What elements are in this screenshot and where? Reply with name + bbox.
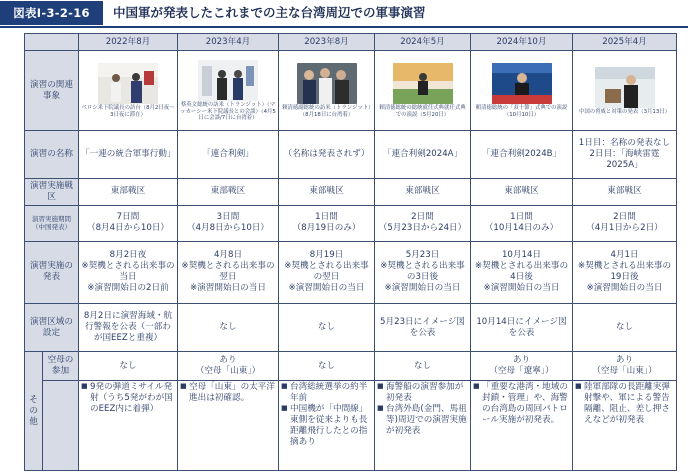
announce-cell [471,241,573,303]
other-item: ■ 9発の弾道ミサイル発射（うち5発がわが国のEEZ内に着弾） [90,382,175,415]
other-item: ■ 中国機が「中間線」東側を従来よりも長距離飛行したとの指摘あり [290,404,372,448]
area-cell: なし [573,303,677,352]
event-caption: 蔡英文総統の訪米（トランジット）（マッカーシー米下院議長との会談）（4月5日に会談/7日に台湾着） [180,101,276,122]
carrier-sub: （空母「遼寧」） [489,366,554,377]
period-range: （4月1日から2日） [586,223,663,234]
announce-note: ※契機とされる出来事の19日後 [577,261,672,283]
period-cell [471,205,573,241]
event-photo [595,67,655,108]
name-cell: 「一連の統合軍事行動」 [79,130,178,178]
announce-date: 10月14日 [501,250,542,261]
period-days: 1日間 [510,212,533,223]
event-photo [492,63,552,104]
event-cell [279,51,375,130]
announce-note: ※演習開始日の当日 [288,283,365,294]
area-cell: なし [279,303,375,352]
other-item: ■ 海警船の演習参加が初発表 [386,382,468,404]
carrier-cell [573,352,677,380]
col-header: 2024年5月 [375,34,471,51]
other-item: ■ 空母「山東」の太平洋進出は初確認。 [189,382,276,404]
event-photo [98,63,158,104]
announce-note: ※契機とされる出来事の翌日 [181,261,275,283]
announce-date: 5月23日 [405,250,440,261]
carrier-main: あり [219,355,237,366]
name-cell: 「連合利剣2024A」 [375,130,471,178]
event-cell [471,51,573,130]
announce-cell [279,241,375,303]
carrier-sub: （空母「山東」） [195,366,261,377]
event-cell [178,51,279,130]
command-cell: 東部戦区 [279,178,375,205]
figure-title: 中国軍が発表したこれまでの主な台湾周辺での軍事演習 [113,5,426,20]
name-line: 2日目：「海峡雷霆2025A」 [589,148,660,170]
period-range: （5月23日から24日） [378,223,467,234]
row-header-name: 演習の名称 [25,130,79,178]
col-header: 2023年8月 [279,34,375,51]
row-header-carrier: 空母の参加 [43,352,79,380]
event-caption: 頼清徳総統の総統就任式典就任式典での演説（5月20日） [379,105,466,119]
announce-note: ※演習開始日の2日前 [87,283,169,294]
area-cell: なし [178,303,279,352]
other-item: ■ 台湾外島(金門、馬祖等)周辺での演習実施が初発表 [386,404,468,437]
period-range: （10月14日のみ） [484,223,559,234]
other-cell [178,380,279,470]
event-cell [79,51,178,130]
period-range: （8月4日から10日） [86,223,170,234]
name-cell: 「連合利剣」 [178,130,279,178]
carrier-main: あり [615,355,634,366]
event-caption: 頼清徳副総統の訪米（トランジット）（8月18日に台湾着） [282,105,371,119]
announce-note: ※契機とされる出来事の当日 [81,261,175,283]
period-range: （4月8日から10日） [186,223,270,234]
area-cell: 8月2日に演習海域・航行警報を公表（一部わが国EEZと重複） [79,303,178,352]
announce-note: ※演習開始日の当日 [190,283,266,294]
command-cell: 東部戦区 [375,178,471,205]
figure-header [0,0,688,26]
event-photo [297,63,357,104]
exercise-table [24,33,677,471]
period-cell [79,205,178,241]
announce-note: ※契機とされる出来事の4日後 [474,261,569,283]
event-caption: 頼清徳総統の「双十節」式典での演説（10月10日） [475,105,568,119]
other-item: ■ 陸軍部隊の長距離実弾射撃や、軍による警告隔離、阻止、差し押さえなどが初発表 [584,382,674,426]
event-photo [198,60,258,101]
header-rule [0,26,688,28]
row-header-other-blank [43,380,79,470]
period-days: 1日間 [315,212,338,223]
carrier-cell [375,352,471,380]
announce-date: 4月1日 [610,250,639,261]
carrier-cell [79,352,178,380]
name-line: 1日目：名称の発表なし [578,137,671,148]
carrier-cell [279,352,375,380]
event-cell [375,51,471,130]
announce-cell [79,241,178,303]
other-item: ■ 「重要な港湾・地域の封鎖・管理」や、海警の台湾島の周回パトロール実施が初発表。 [482,382,570,426]
period-days: 2日間 [613,212,636,223]
announce-date: 8月2日夜 [109,250,147,261]
row-header-area: 演習区域の設定 [25,303,79,352]
col-header: 2024年10月 [471,34,573,51]
command-cell: 東部戦区 [573,178,677,205]
row-header-announce: 演習実施の発表 [25,241,79,303]
name-cell [573,130,677,178]
carrier-main: あり [512,355,531,366]
event-photo [393,63,453,104]
period-cell [573,205,677,241]
carrier-main: なし [119,360,137,371]
announce-note: ※演習開始日の当日 [483,283,560,294]
row-header-period: 演習実施期間（中国発表） [25,205,79,241]
carrier-cell [471,352,573,380]
period-cell [279,205,375,241]
row-header-command: 演習実施戦区 [25,178,79,205]
announce-cell [178,241,279,303]
carrier-main: なし [317,360,336,371]
col-header: 2023年4月 [178,34,279,51]
carrier-sub: （空母「山東」） [592,366,657,377]
announce-date: 8月19日 [309,250,344,261]
event-caption: 中国の脅威と対策の発表（3月13日） [578,108,671,115]
row-header-other: その他 [25,352,43,471]
figure-label: 図表Ⅰ-3-2-16 [0,1,103,25]
announce-cell [375,241,471,303]
period-days: 3日間 [216,212,240,223]
event-cell [573,51,677,130]
period-days: 7日間 [116,212,140,223]
carrier-cell [178,352,279,380]
announce-date: 4月8日 [213,250,243,261]
area-cell: 5月23日にイメージ図を公表 [375,303,471,352]
name-cell: 「連合利剣2024B」 [471,130,573,178]
other-cell [375,380,471,470]
col-header: 2025年4月 [573,34,677,51]
row-header-event: 演習の関連事象 [25,51,79,130]
announce-note: ※契機とされる出来事の翌日 [284,261,369,283]
announce-note: ※演習開始日の当日 [586,283,663,294]
col-header: 2022年8月 [79,34,178,51]
period-days: 2日間 [411,212,434,223]
announce-note: ※演習開始日の当日 [384,283,461,294]
other-cell [279,380,375,470]
other-cell [79,380,178,470]
area-cell: 10月14日にイメージ図を公表 [471,303,573,352]
period-range: （8月19日のみ） [292,223,361,234]
name-cell: （名称は発表されず） [279,130,375,178]
command-cell: 東部戦区 [79,178,178,205]
corner-cell [25,34,79,51]
announce-note: ※契機とされる出来事の3日後 [380,261,465,283]
period-cell [375,205,471,241]
other-cell [573,380,677,470]
other-cell [471,380,573,470]
command-cell: 東部戦区 [178,178,279,205]
period-cell [178,205,279,241]
other-item: ■ 台湾総統選挙の約半年前 [290,382,372,404]
carrier-main: なし [413,360,432,371]
command-cell: 東部戦区 [471,178,573,205]
announce-cell [573,241,677,303]
event-caption: ペロシ米下院議長の訪台（8月2日夜～3日夜に滞在） [81,105,175,119]
